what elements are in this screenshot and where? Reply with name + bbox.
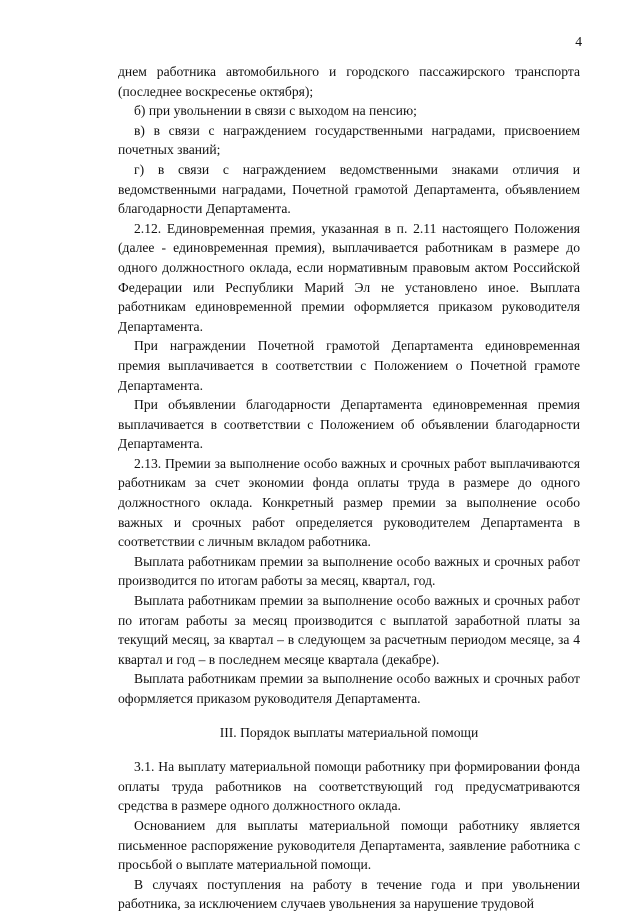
paragraph: При объявлении благодарности Департамента единовременная премия выплачивается в соответствии с Положением об объявлении благодарности Департамента. [118,397,580,452]
paragraph: Выплата работникам премии за выполнение особо важных и срочных работ по итогам работы за месяц производится с выплатой заработной платы за текущий месяц, за квартал – в следующем за расчетным периодом месяце, за 4 квартал и год – в последнем месяце квартала (декабре). [118,593,580,667]
paragraph: 2.12. Единовременная премия, указанная в п. 2.11 настоящего Положения (далее - единовременная премия), выплачивается работникам в размере до одного должностного оклада, если нормативным правовым актом Российской Федерации или Республики Марий Эл не установлено иное. Выплата работникам единовременной премии оформляется приказом руководителя Департамента. [118,220,580,334]
paragraph: Выплата работникам премии за выполнение особо важных и срочных работ оформляется приказом руководителя Департамента. [118,671,580,706]
paragraph: При награждении Почетной грамотой Департамента единовременная премия выплачивается в соответствии с Положением о Почетной грамоте Департамента. [118,338,580,393]
paragraph: 2.13. Премии за выполнение особо важных и срочных работ выплачиваются работникам за счет экономии фонда оплаты труда в размере до одного должностного оклада. Конкретный размер премии за выполнение особо важных и срочных работ определяется руководителем Департамента в соответствии с личным вкладом работника. [118,455,580,550]
paragraph: Выплата работникам премии за выполнение особо важных и срочных работ производится по итогам работы за месяц, квартал, год. [118,553,580,589]
paragraph: г) в связи с награждением ведомственными знаками отличия и ведомственными наградами, Почетной грамотой Департамента, объявлением благодарности Департамента. [118,161,580,217]
page-number: 4 [575,34,582,49]
paragraph: 3.1. На выплату материальной помощи работнику при формировании фонда оплаты труда работников на соответствующий год предусматриваются средства в размере одного должностного оклада. [118,759,580,814]
paragraph: Основанием для выплаты материальной помощи работнику является письменное распоряжение руководителя Департамента, заявление работника с просьбой о выплате материальной помощи. [118,817,580,873]
paragraph: В случаях поступления на работу в течение года и при увольнении работника, за исключением случаев увольнения за нарушение трудовой [118,876,580,912]
paragraph: в) в связи с награждением государственными наградами, присвоением почетных званий; [118,122,580,158]
paragraph: днем работника автомобильного и городского пассажирского транспорта (последнее воскресенье октября); [118,64,580,99]
document-body [118,62,580,914]
paragraph: б) при увольнении в связи с выходом на пенсию; [134,103,417,119]
section-title: III. Порядок выплаты материальной помощи [219,724,479,740]
